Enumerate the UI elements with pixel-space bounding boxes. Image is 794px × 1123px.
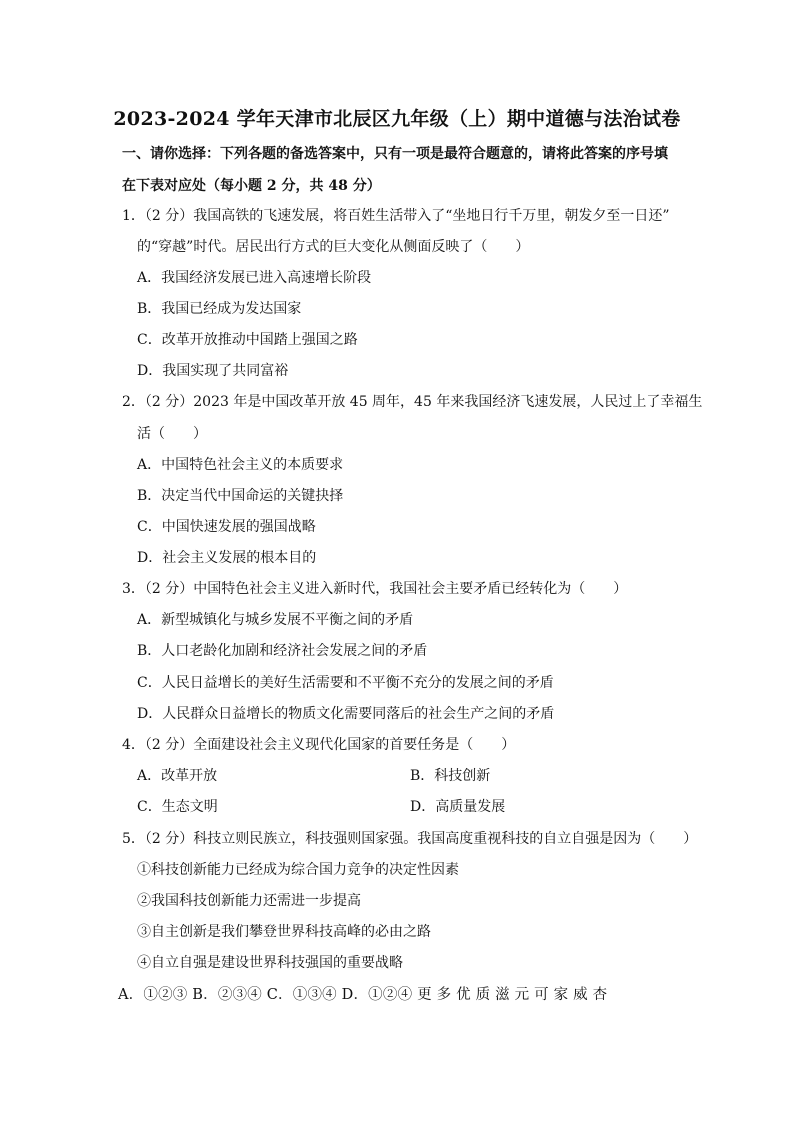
q1-stem-line1: 1．（2 分）我国高铁的飞速发展，将百姓生活带入了“坐地日行千万里，朝发夕至一日还” [122, 208, 670, 224]
q3-option-a: A．新型城镇化与城乡发展不平衡之间的矛盾 [137, 612, 414, 628]
q5-statement-4: ④自立自强是建设世界科技强国的重要战略 [137, 955, 403, 971]
q3-option-d: D．人民群众日益增长的物质文化需要同落后的社会生产之间的矛盾 [137, 706, 555, 722]
q1-option-c: C．改革开放推动中国踏上强国之路 [137, 332, 358, 348]
q5-statement-3: ③自主创新是我们攀登世界科技高峰的必由之路 [137, 924, 431, 940]
q4-option-c: C．生态文明 [137, 799, 218, 815]
exam-title: 2023-2024 学年天津市北辰区九年级（上）期中道德与法治试卷 [113, 108, 681, 130]
q2-option-b: B．决定当代中国命运的关键抉择 [137, 488, 344, 504]
q5-stem-line1: 5．（2 分）科技立则民族立，科技强则国家强。我国高度重视科技的自立自强是因为（ ） [122, 831, 698, 847]
q3-option-b: B．人口老龄化加剧和经济社会发展之间的矛盾 [137, 643, 428, 659]
q4-option-a: A．改革开放 [137, 768, 218, 784]
q1-option-a: A．我国经济发展已进入高速增长阶段 [137, 270, 372, 286]
section-instruction-line1: 一、请你选择：下列各题的备选答案中，只有一项是最符合题意的，请将此答案的序号填 [122, 146, 668, 162]
q2-option-c: C．中国快速发展的强国战略 [137, 519, 316, 535]
section-instruction-line2: 在下表对应处（每小题 2 分，共 48 分） [122, 178, 381, 194]
q2-stem-line1: 2．（2 分）2023 年是中国改革开放 45 周年，45 年来我国经济飞速发展，人民过上了幸福生 [122, 394, 703, 410]
q5-statement-1: ①科技创新能力已经成为综合国力竞争的决定性因素 [137, 862, 459, 878]
q4-option-d: D．高质量发展 [410, 799, 506, 815]
q1-stem-line2: 的“穿越”时代。居民出行方式的巨大变化从侧面反映了（ ） [137, 239, 530, 255]
q3-stem-line1: 3．（2 分）中国特色社会主义进入新时代，我国社会主要矛盾已经转化为（ ） [122, 581, 628, 597]
q4-stem-line1: 4．（2 分）全面建设社会主义现代化国家的首要任务是（ ） [122, 737, 516, 753]
q1-option-b: B．我国已经成为发达国家 [137, 301, 302, 317]
q1-option-d: D．我国实现了共同富裕 [137, 363, 289, 379]
q2-stem-line2: 活（ ） [137, 426, 207, 442]
q4-option-b: B．科技创新 [410, 768, 491, 784]
q2-option-d: D．社会主义发展的根本目的 [137, 550, 317, 566]
q5-statement-2: ②我国科技创新能力还需进一步提高 [137, 893, 361, 909]
q3-option-c: C．人民日益增长的美好生活需要和不平衡不充分的发展之间的矛盾 [137, 675, 554, 691]
q5-answer-options-row: A．①②③ B．②③④ C．①③④ D．①②④ 更 多 优 质 滋 元 可 家 威 杏 [118, 987, 608, 1003]
q2-option-a: A．中国特色社会主义的本质要求 [137, 457, 344, 473]
